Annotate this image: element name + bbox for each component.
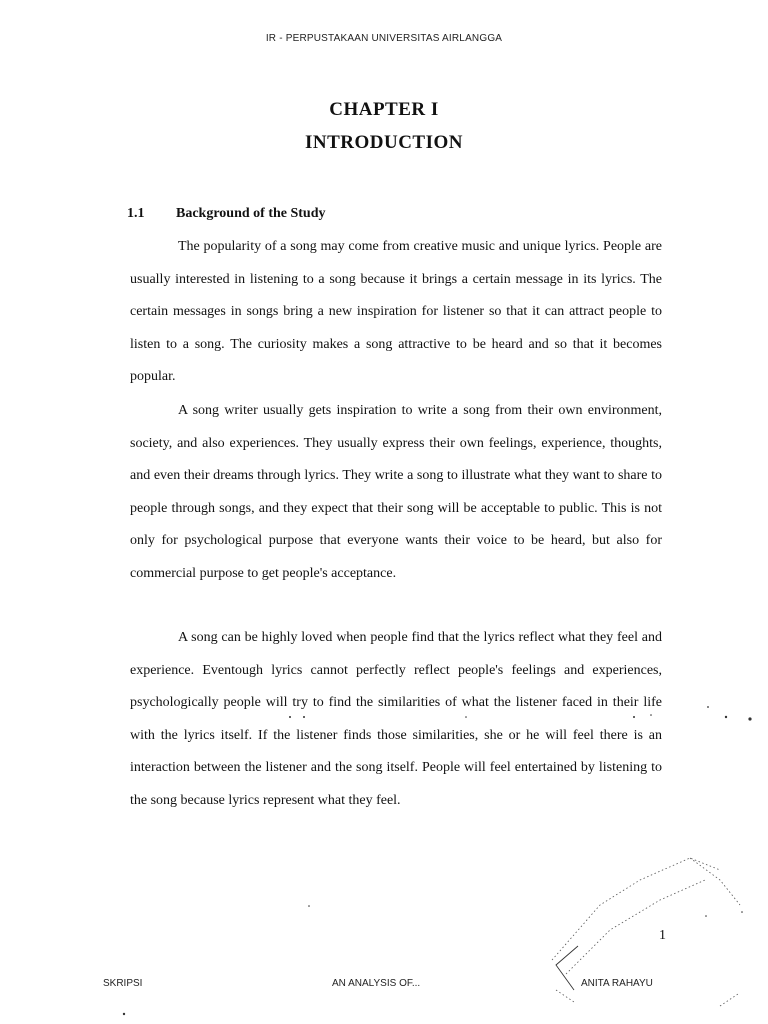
footer-center: AN ANALYSIS OF... xyxy=(332,978,421,989)
footer-left: SKRIPSI xyxy=(103,978,143,989)
section-heading xyxy=(127,206,326,222)
paragraph: The popularity of a song may come from creative music and unique lyrics. People are usually interested in listening to a song because it brings a certain message in its lyrics. The certain messages in songs bring a new inspiration for listener so that it can attract people to listen to a song. The curiosity makes a song attractive to be heard and so that it becomes popular. xyxy=(130,239,662,385)
scan-mark xyxy=(556,946,578,990)
section-number: 1.1 xyxy=(127,206,145,221)
paragraph-2-block xyxy=(130,395,662,591)
paragraph-3-block xyxy=(130,622,662,818)
running-header: IR - PERPUSTAKAAN UNIVERSITAS AIRLANGGA xyxy=(265,33,503,44)
paragraph: A song can be highly loved when people find that the lyrics reflect what they feel and experience. Eventough lyrics cannot perfectly reflect people's feelings and experiences, psychologically people will try to find the similarities of what the listener faced in their life with the lyrics itself. If the listener finds those similarities, she or he will feel there is an interaction between the listener and the song itself. People will feel entertained by listening to the song because lyrics represent what they feel. xyxy=(130,630,662,808)
section-title: Background of the Study xyxy=(176,206,326,221)
footer-right: ANITA RAHAYU xyxy=(581,978,653,989)
paragraph: A song writer usually gets inspiration to write a song from their own environment, society, and also experiences. They usually express their own feelings, experience, thoughts, and even their dreams through lyrics. They write a song to illustrate what they want to share to people through songs, and they expect that their song will be acceptable to public. This is not only for psychological purpose that everyone wants their voice to be heard, but also for commercial purpose to get people's acceptance. xyxy=(130,403,662,581)
page-number: 1 xyxy=(659,928,666,943)
paragraph-1-block xyxy=(130,231,662,394)
chapter-title: INTRODUCTION xyxy=(304,132,464,153)
chapter-number: CHAPTER I xyxy=(329,99,439,120)
